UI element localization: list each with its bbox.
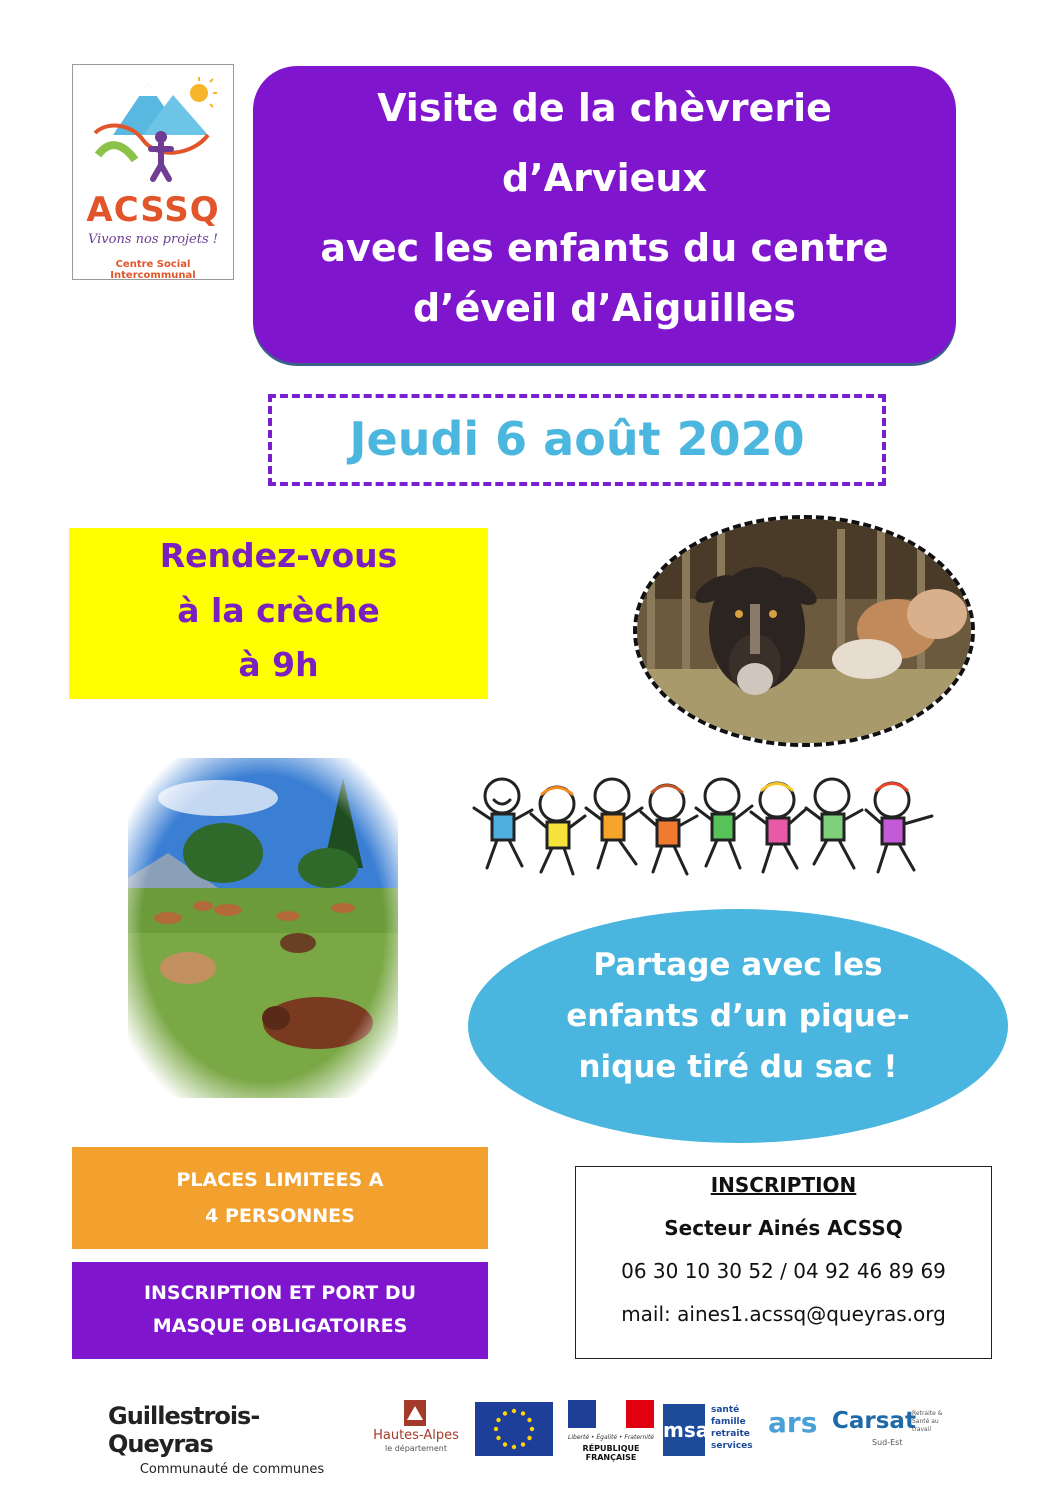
title-line-3: avec les enfants du centre <box>320 226 889 270</box>
republique-label: RÉPUBLIQUE FRANÇAISE <box>582 1444 640 1462</box>
ars-label: ars <box>768 1406 818 1439</box>
guillestrois-name: Guillestrois-Queyras <box>108 1402 260 1458</box>
goat-head-icon <box>637 519 971 743</box>
picnic-line-3: nique tiré du sac ! <box>578 1049 898 1085</box>
carsat-logo <box>832 1408 942 1458</box>
msa-logo <box>663 1404 757 1456</box>
mask-line-1: INSCRIPTION ET PORT DU <box>143 1282 417 1304</box>
event-date: Jeudi 6 août 2020 <box>349 412 805 466</box>
carsat-label: Carsat <box>832 1408 916 1434</box>
goat-barn-photo <box>633 515 975 747</box>
goats-meadow-icon <box>128 758 398 1098</box>
title-line-1: Visite de la chèvrerie <box>377 86 832 130</box>
inscription-phones[interactable]: 06 30 10 30 52 / 04 92 46 89 69 <box>621 1259 946 1283</box>
places-limited-box <box>72 1147 488 1249</box>
carsat-tag: Retraite & Santé au travail <box>912 1410 943 1433</box>
logo-subtitle: Centre Social Intercommunal <box>110 259 196 281</box>
republique-motto: Liberté • Égalité • Fraternité <box>568 1434 655 1441</box>
meeting-line-3: à 9h <box>238 645 319 684</box>
hautes-alpes-emblem-icon <box>404 1400 426 1426</box>
mask-required-box <box>72 1262 488 1359</box>
children-icon <box>462 768 958 886</box>
logo-title: ACSSQ <box>86 190 220 230</box>
carsat-region: Sud-Est <box>872 1438 903 1447</box>
title-line-4: d’éveil d’Aiguilles <box>412 286 797 330</box>
places-line-1: PLACES LIMITEES A <box>176 1169 384 1191</box>
msa-line-1: santé <box>711 1405 740 1415</box>
ars-logo <box>768 1406 824 1454</box>
goats-meadow-photo <box>128 758 398 1098</box>
hautes-alpes-logo <box>368 1400 464 1460</box>
inscription-box <box>575 1166 992 1359</box>
inscription-heading: INSCRIPTION <box>710 1173 857 1197</box>
inscription-sector: Secteur Ainés ACSSQ <box>664 1216 903 1240</box>
msa-mark-icon: msa <box>663 1404 705 1456</box>
date-box <box>268 394 886 486</box>
picnic-line-1: Partage avec les <box>593 947 883 983</box>
mask-line-2: MASQUE OBLIGATOIRES <box>152 1315 408 1337</box>
dancing-children-illustration <box>462 768 958 886</box>
msa-line-3: retraite <box>711 1429 750 1439</box>
acssq-logo <box>72 64 234 280</box>
msa-line-4: services <box>711 1441 753 1451</box>
title-banner <box>253 66 956 363</box>
guillestrois-queyras-logo <box>108 1402 356 1477</box>
logo-tagline: Vivons nos projets ! <box>87 232 218 247</box>
meeting-line-1: Rendez-vous <box>159 536 398 575</box>
msa-line-2: famille <box>711 1417 746 1427</box>
hautes-alpes-name: Hautes-Alpes <box>373 1428 459 1443</box>
eu-stars-icon <box>475 1402 553 1456</box>
eu-flag-logo <box>475 1402 553 1456</box>
places-line-2: 4 PERSONNES <box>205 1205 355 1227</box>
picnic-line-2: enfants d’un pique- <box>566 998 910 1034</box>
marianne-flag-icon <box>568 1400 654 1428</box>
hautes-alpes-sub: le département <box>385 1444 447 1453</box>
mountain-figure-icon <box>73 65 233 189</box>
title-line-2: d’Arvieux <box>502 156 707 200</box>
meeting-point-box <box>69 528 488 699</box>
guillestrois-sub: Communauté de communes <box>139 1462 325 1477</box>
meeting-line-2: à la crèche <box>177 591 380 630</box>
inscription-mail[interactable]: mail: aines1.acssq@queyras.org <box>621 1302 946 1326</box>
picnic-ellipse <box>468 909 1008 1143</box>
republique-francaise-logo <box>568 1400 655 1462</box>
